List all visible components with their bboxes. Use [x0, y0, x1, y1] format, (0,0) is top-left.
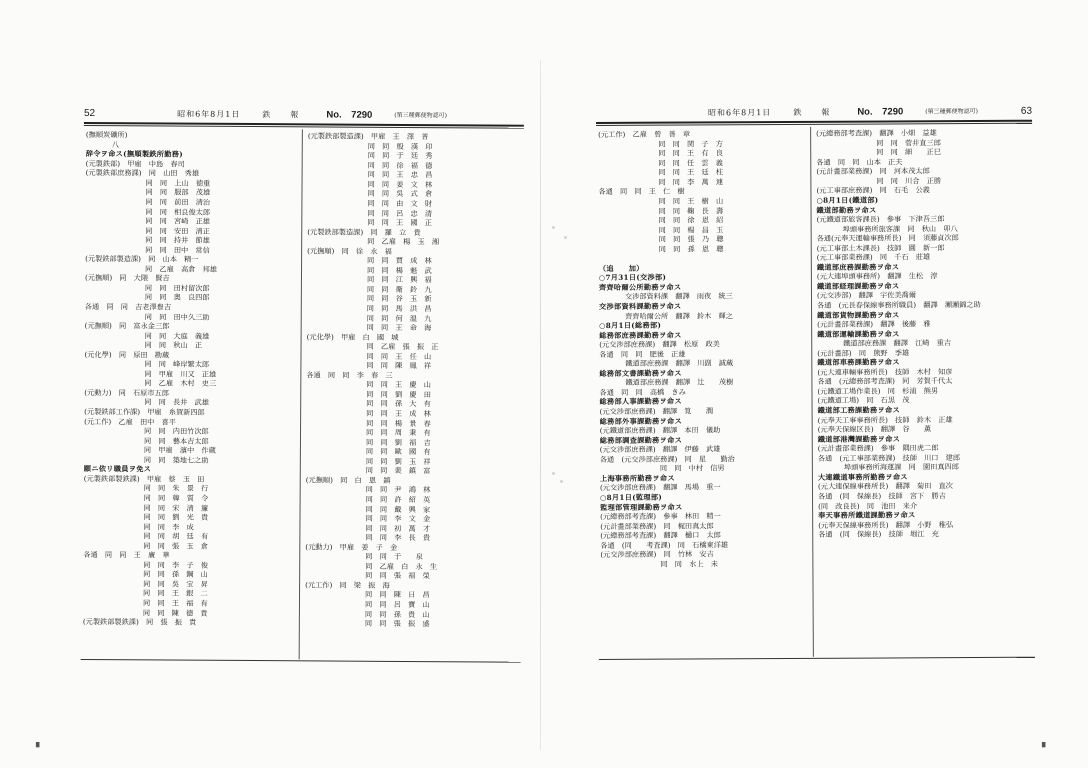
- column-rule: [810, 127, 814, 657]
- personnel-entry: 同 乙雇 張 振 正: [366, 341, 439, 352]
- personnel-entry: 同 同 相良俊太郎: [145, 206, 211, 217]
- issue-date: 昭和6年8月1日: [708, 108, 772, 118]
- section-heading: 願ニ依リ職員ヲ免ス: [83, 464, 152, 474]
- personnel-entry: 同 同 王 命 海: [366, 322, 432, 333]
- personnel-entry: 同 同 前田 清治: [145, 197, 211, 207]
- personnel-entry: 同 同 江 興 福: [366, 275, 432, 285]
- personnel-entry: (元製鉄部製造課) 同 羅 立 貴: [307, 227, 421, 237]
- personnel-entry: 同 同 田中久三助: [144, 311, 210, 322]
- personnel-entry: 同 同 張 福 榮: [365, 571, 430, 581]
- personnel-entry: 同 同 陳 日 昌: [365, 590, 430, 600]
- section-heading: 鐵道部経理課勤務ヲ命ス: [816, 281, 900, 291]
- personnel-entry: (元總務部考査課) 翻譯 小畑 益雄: [816, 128, 937, 139]
- section-heading: 鐵道部庶務課勤務ヲ命ス: [816, 262, 900, 272]
- personnel-entry: 同 同 峰岸繁太郎: [144, 359, 210, 370]
- personnel-entry: (元化學) 同 原田 勘蔵: [84, 349, 170, 360]
- personnel-entry: 同 同 許 紹 英: [365, 494, 431, 505]
- personnel-entry: 同 同 殷 漢 印: [367, 141, 433, 151]
- section-heading: 交渉部資料課勤務ヲ命ス: [599, 301, 682, 312]
- personnel-entry: 同 同 由 文 財: [367, 198, 433, 209]
- personnel-entry: (元工事部土木課長) 技師 圓 新一郎: [816, 242, 945, 253]
- newspaper-name: 鉄 報: [262, 110, 305, 120]
- personnel-entry: (元製鉄部製鉄課) 同 張 振 貴: [82, 617, 197, 627]
- personnel-entry: 同 同 奥 良四郎: [144, 292, 210, 303]
- personnel-entry: 同 同 呂 忠 清: [367, 208, 433, 218]
- personnel-entry: 同 同 水上 未: [660, 559, 718, 569]
- personnel-entry: 各通 (同 保線長) 技師 堀江 充: [818, 529, 939, 539]
- personnel-entry: 鐵道部庶務課 翻譯 辻 茂樹: [625, 377, 734, 388]
- personnel-entry: 同 同 王 國 正: [367, 217, 433, 228]
- personnel-entry: 各通 (元工事部業務課) 技師 川口 建郎: [817, 452, 961, 463]
- speck: [564, 236, 567, 239]
- personnel-entry: 同 同 楊 景 春: [366, 418, 431, 428]
- personnel-entry: (元動力) 甲雇 姜 子 金: [305, 542, 398, 552]
- left-page: [81, 108, 524, 663]
- personnel-entry: 同 同 川合 正勝: [876, 176, 942, 186]
- section-heading: 奉天事務所鐵道課勤務ヲ命ス: [818, 510, 916, 520]
- personnel-entry: (元製鉄部製造課) 同 山本 精一: [85, 254, 199, 264]
- personnel-entry: (元計畫部業務課) 翻譯 後藤 雅: [817, 319, 931, 329]
- personnel-entry: 同 同 陳 鳳 祥: [366, 361, 432, 371]
- personnel-entry: (元工作) 同 梁 振 海: [305, 580, 390, 590]
- section-heading: ○8月1日(鐵道部): [816, 195, 879, 205]
- page-number: 63: [1020, 105, 1033, 117]
- personnel-entry: 同 同 戴 興 家: [365, 504, 431, 514]
- personnel-entry: (元工作) 乙雇 曾 善 章: [598, 129, 691, 140]
- personnel-entry: 同 同 何 温 九: [366, 313, 432, 323]
- personnel-entry: 各通(元奉天運輸事務所長) 同 須藤貞次郎: [816, 233, 959, 244]
- personnel-entry: (元總務部考査課) 翻譯 樋口 太郎: [600, 530, 721, 541]
- personnel-entry: 同 同 中村 信男: [659, 463, 725, 473]
- personnel-entry: 同 同 藝本吉太郎: [143, 436, 209, 446]
- issue-number: No. 7290: [857, 106, 904, 118]
- personnel-entry: 同 同 李 文 金: [365, 513, 431, 524]
- personnel-entry: 各通 同 同 王 廣 華: [83, 550, 170, 560]
- personnel-entry: 同 同 王 慶 山: [366, 380, 432, 390]
- personnel-entry: 各通 (元總務部考査課) 同 芳賀千代太: [817, 376, 953, 387]
- personnel-entry: 同 同 服部 茂雄: [145, 187, 211, 198]
- personnel-entry: 埠頭事務所海運課 同 園田真四郎: [843, 462, 959, 473]
- personnel-entry: 同 同 鞠 長 壽: [658, 205, 724, 216]
- page-fold: [540, 60, 541, 750]
- personnel-entry: 同 同 王 廷 柱: [658, 167, 724, 178]
- personnel-entry: 同 同 胡 廷 有: [143, 531, 209, 541]
- personnel-entry: 同 同 于 廷 秀: [367, 150, 433, 161]
- personnel-entry: 同 乙雇 木村 史三: [144, 378, 217, 389]
- personnel-entry: 同 同 張 玉 倉: [143, 541, 209, 551]
- personnel-entry: (元撫順) 同 大隈 賢吉: [84, 273, 170, 283]
- personnel-entry: 同 同 王 福 有: [142, 598, 208, 608]
- personnel-entry: (元交渉部庶務課) 翻譯 筧 潤: [599, 406, 714, 417]
- personnel-entry: 同 同 田村留次郎: [144, 283, 210, 293]
- personnel-entry: 各通 (同 考査課) 同 石橋東洋雄: [600, 540, 729, 550]
- personnel-entry: 同 同 築地七之助: [143, 455, 209, 465]
- personnel-entry: 各通 同 同 山本 正夫: [816, 157, 903, 167]
- personnel-entry: (元製鉄部製造課) 甲雇 王 澤 普: [307, 131, 429, 142]
- personnel-entry: 同 同 菅井直三郎: [876, 137, 941, 148]
- personnel-entry: 同 同 安田 清正: [145, 226, 210, 236]
- personnel-entry: 同 同 内田竹次郎: [144, 426, 209, 436]
- personnel-entry: (元交渉部庶務課) 翻譯 松原 政美: [599, 339, 720, 350]
- section-heading: ○8月1日(監理部): [600, 492, 663, 502]
- right-page: [596, 106, 1035, 660]
- personnel-entry: 同 同 孫 貴 山: [364, 609, 430, 619]
- personnel-entry: 同 乙雇 楊 玉 湘: [367, 236, 440, 247]
- notice-column: [816, 128, 1033, 655]
- personnel-entry: (元交渉部) 翻譯 宇佐美喬爾: [816, 290, 917, 301]
- personnel-entry: 同 同 于 泉: [365, 551, 423, 562]
- postal-permit: (第三種郵便物認可): [925, 108, 978, 116]
- personnel-entry: (元大連車輛事務所長) 技師 木村 知彦: [817, 366, 953, 377]
- personnel-entry: 同 同 張 乃 聰: [658, 234, 724, 244]
- personnel-entry: 同 同 王 銀 二: [143, 588, 208, 599]
- personnel-entry: 同 甲雇 川又 正雄: [144, 369, 217, 379]
- personnel-entry: 同 同 王 有 良: [658, 148, 723, 158]
- section-heading: 鐵道部工務課勤務ヲ命ス: [817, 405, 900, 415]
- section-heading: 監理部管理課勤務ヲ命ス: [600, 502, 683, 512]
- issue-number: No. 7290: [326, 109, 373, 122]
- notice-column: [305, 131, 522, 658]
- personnel-entry: (元撫順) 同 富永金三郎: [84, 321, 170, 331]
- personnel-entry: (元大連埠頭事務所) 翻譯 生松 淳: [816, 271, 938, 282]
- speck: [552, 472, 555, 475]
- personnel-entry: (同 改良長) 同 池田 来介: [818, 500, 918, 511]
- personnel-entry: (元動力) 同 石原市五郎: [84, 387, 169, 398]
- personnel-entry: (元鐵道部旅客課長) 參事 下津吾三郎: [816, 214, 945, 224]
- personnel-entry: 同 同 王 任 山: [366, 351, 432, 361]
- personnel-entry: 同 同 王 樹 山: [658, 196, 724, 206]
- personnel-entry: (元計畫部業務課) 參事 隅田虎二郎: [817, 443, 939, 454]
- notice-column: [598, 129, 809, 656]
- personnel-entry: (撫順炭礦所): [85, 130, 128, 140]
- personnel-entry: (元計畫部) 同 熊野 季雄: [817, 348, 910, 358]
- personnel-entry: (元鐵道部庶務課) 翻譯 本田 儀助: [599, 425, 721, 436]
- personnel-entry: 各通 (元交渉部庶務課) 同 星 勤治: [599, 454, 735, 464]
- personnel-entry: (元鐵道工場) 同 石黒 茂: [817, 395, 910, 406]
- personnel-entry: 同 乙雇 白 永 生: [365, 561, 438, 571]
- personnel-entry: 同 同 上山 徳重: [145, 178, 211, 188]
- postal-permit: (第三種郵便物認可): [394, 111, 448, 120]
- personnel-entry: (元交渉部庶務課) 同 竹林 安吉: [600, 549, 714, 560]
- personnel-entry: (元撫順) 同 白 恩 鎮: [305, 475, 391, 485]
- personnel-entry: 同 同 宮崎 正雄: [145, 216, 211, 226]
- section-heading: 齊齊哈爾公所勤務ヲ命ス: [598, 282, 682, 292]
- personnel-entry: 同 同 李 子 俊: [143, 560, 208, 570]
- page-header: [84, 108, 524, 123]
- section-heading: ○7月31日(交渉部): [598, 273, 667, 283]
- personnel-entry: 同 同 関 子 方: [658, 139, 723, 149]
- personnel-entry: 同 同 周 秉 有: [365, 427, 431, 438]
- page-header: [596, 106, 1032, 120]
- personnel-entry: 同 同 吳 式 倉: [367, 189, 433, 199]
- personnel-entry: 齊齊哈爾公所 翻譯 鈴木 輝之: [625, 310, 733, 321]
- speck: [560, 480, 563, 483]
- personnel-entry: 同 同 劉 光 貴: [143, 512, 209, 522]
- personnel-entry: 同 同 徐 恩 紹: [658, 215, 724, 225]
- personnel-entry: 同 同 劉 慶 田: [366, 389, 431, 400]
- issue-date: 昭和6年8月1日: [177, 109, 241, 119]
- section-heading: （追 加）: [598, 263, 644, 273]
- personnel-entry: 同 同 姜 文 林: [367, 179, 433, 190]
- personnel-entry: (元鐵道工場作業長) 同 杉浦 熊男: [817, 386, 939, 396]
- personnel-entry: 同 同 呂 寶 山: [364, 599, 430, 610]
- section-heading: 辞令ヲ命ス(撫順製鉄所勤務): [85, 149, 184, 159]
- personnel-entry: 同 同 細 正巳: [876, 147, 941, 157]
- section-heading: ○8月1日(総務部): [599, 320, 662, 331]
- personnel-entry: 同 甲雇 濱中 作蔵: [143, 445, 216, 456]
- personnel-entry: 同 同 徐 福 德: [367, 160, 433, 170]
- personnel-entry: 同 同 田中 常信: [145, 245, 210, 255]
- personnel-entry: 同 同 王 成 林: [366, 408, 431, 419]
- personnel-entry: 同 同 持井 節雄: [145, 235, 210, 245]
- personnel-entry: 同 同 朱 景 行: [143, 483, 209, 494]
- personnel-entry: 同 乙雇 高倉 邦雄: [144, 264, 217, 274]
- personnel-entry: 同 同 秋山 正: [144, 340, 203, 350]
- section-heading: 総務部文書課勤務ヲ命ス: [599, 368, 682, 378]
- personnel-entry: 同 同 韓 質 令: [143, 493, 209, 503]
- personnel-entry: 各通 同 同 肥後 正雄: [599, 349, 686, 359]
- personnel-entry: (元撫順) 同 徐 永 福: [307, 246, 392, 256]
- personnel-entry: (元交渉部庶務課) 翻譯 伊藤 武雄: [599, 444, 721, 455]
- personnel-entry: (元奉天工事事務所長) 技師 鈴木 正雄: [817, 414, 953, 425]
- section-heading: 総務部調査課勤務ヲ命ス: [599, 435, 683, 445]
- section-heading: 上海事務所勤務ヲ命ス: [599, 473, 675, 483]
- personnel-entry: (元奉天保線区長) 翻譯 谷 薫: [817, 424, 932, 434]
- personnel-entry: 同 同 任 雲 義: [658, 158, 724, 168]
- personnel-entry: (元交渉部庶務課) 翻譯 馬場 重一: [599, 482, 721, 493]
- personnel-entry: 同 同 孫 恩 聰: [658, 244, 724, 254]
- personnel-entry: (元總務部考査課) 參事 林田 精一: [600, 511, 721, 522]
- section-heading: 鐵道部貨物課勤務ヲ命ス: [817, 309, 900, 320]
- corner-mark: ▖: [36, 738, 43, 748]
- personnel-entry: 同 同 楊 昌 玉: [658, 224, 724, 235]
- newspaper-name: 鉄 報: [793, 107, 836, 117]
- footer-rule: [599, 656, 1035, 660]
- personnel-entry: (元奉天保線事務所長) 翻譯 小野 稚弘: [818, 519, 954, 530]
- personnel-entry: 同 同 吳 宝 昇: [143, 579, 208, 589]
- personnel-entry: 鐵道部庶務課 翻譯 江崎 重吉: [843, 338, 952, 348]
- personnel-entry: 同 同 孫 大 有: [366, 399, 431, 409]
- personnel-entry: (元製鉄部) 甲雇 中島 春司: [85, 158, 185, 169]
- personnel-entry: (元大連保線事務所長) 翻譯 菊田 直次: [817, 481, 954, 492]
- personnel-entry: 鐵道部庶務課 翻譯 川副 誠蔵: [625, 358, 734, 369]
- personnel-entry: (元製鉄部工作課) 甲雇 糸賀新四郎: [84, 407, 205, 417]
- section-heading: 鐵道部港灣課勤務ヲ命ス: [817, 434, 901, 444]
- personnel-entry: 同 同 初 萬 才: [365, 523, 431, 533]
- personnel-entry: 各通 同 同 吉老澤豊吉: [84, 302, 172, 312]
- personnel-entry: 埠頭事務所旅客課 同 秋山 卯八: [842, 223, 958, 234]
- personnel-entry: (元計畫部業務課) 同 河本茂太郎: [816, 166, 930, 177]
- personnel-entry: 各通 同 同 高橋 きみ: [599, 387, 686, 397]
- personnel-entry: (元工作) 乙雇 田中 喜平: [84, 416, 176, 427]
- personnel-entry: (元製鉄部庶務課) 同 山田 秀雄: [85, 168, 200, 179]
- personnel-entry: 交渉部資料課 翻譯 雨夜 統三: [624, 291, 733, 302]
- column-rule: [299, 129, 303, 659]
- section-heading: 鐵道部勤務ヲ命ス: [816, 205, 877, 215]
- personnel-entry: 同 同 谷 玉 新: [366, 294, 432, 304]
- personnel-entry: 同 同 楊 魁 武: [366, 265, 432, 275]
- notice-column: [83, 130, 298, 657]
- personnel-entry: 同 同 孫 鋼 山: [143, 569, 208, 580]
- personnel-entry: 同 同 宋 清 簾: [143, 502, 209, 513]
- personnel-entry: 同 同 衛 鈴 九: [366, 284, 432, 295]
- section-heading: 鐵道部運輸課勤務ヲ命ス: [817, 329, 900, 339]
- personnel-entry: 各通 (同 保線長) 技師 宮下 勝吉: [818, 491, 946, 501]
- personnel-entry: 同 同 李 成: [143, 521, 194, 532]
- speck: [552, 226, 555, 229]
- personnel-entry: 各通 (元長春保線事務所職員) 翻譯 瀬瀬錦之助: [817, 300, 981, 310]
- footer-rule: [81, 658, 521, 662]
- personnel-entry: 同 同 張 振 盛: [364, 618, 430, 629]
- personnel-entry: 同 同 賈 成 林: [367, 256, 432, 266]
- section-heading: 総務部人事課勤務ヲ命ス: [599, 397, 682, 407]
- personnel-entry: 同 同 劉 福 吉: [365, 437, 431, 447]
- personnel-entry: (元製鉄部製鉄課) 甲雇 蔡 玉 田: [83, 473, 205, 484]
- corner-mark: ▖: [1042, 738, 1049, 748]
- personnel-entry: 同 同 裴 鎮 富: [365, 466, 431, 476]
- personnel-entry: 同 同 陳 德 貴: [142, 607, 208, 618]
- personnel-entry: 同 同 長井 武雄: [144, 397, 209, 408]
- personnel-entry: 同 同 李 萬 連: [658, 177, 724, 187]
- personnel-entry: (元工事部業務課) 同 千石 莊雄: [816, 252, 931, 263]
- personnel-entry: 同 同 歐 國 有: [365, 446, 431, 457]
- section-heading: 総務部庶務課勤務ヲ命ス: [599, 330, 682, 340]
- section-heading: 鐵道部車務課勤務ヲ命ス: [817, 357, 900, 368]
- section-heading: 総務部外事課勤務ヲ命ス: [599, 416, 683, 426]
- personnel-entry: 各通 同 同 李 春 三: [306, 370, 393, 380]
- personnel-entry: (元計畫部業務課) 同 梶田真太郎: [600, 520, 714, 531]
- personnel-entry: 八: [111, 139, 121, 149]
- section-heading: 大連鐵道事務所勤務ヲ命ス: [817, 472, 908, 482]
- personnel-entry: 同 同 劉 玉 祥: [365, 456, 431, 466]
- personnel-entry: 同 同 馬 洪 昌: [366, 303, 432, 314]
- personnel-entry: 同 同 王 忠 昌: [367, 170, 433, 180]
- personnel-entry: 同 同 尹 鴻 林: [365, 485, 431, 495]
- personnel-entry: (元工事部庶務課) 同 石毛 公義: [816, 185, 930, 196]
- personnel-entry: (元化學) 甲雇 白 國 城: [306, 332, 399, 342]
- personnel-entry: 同 同 大庭 義雄: [144, 331, 210, 341]
- page-number: 52: [83, 108, 96, 120]
- personnel-entry: 各通 同 同 王 仁 樹: [598, 186, 685, 197]
- personnel-entry: 同 同 李 長 貴: [365, 532, 431, 543]
